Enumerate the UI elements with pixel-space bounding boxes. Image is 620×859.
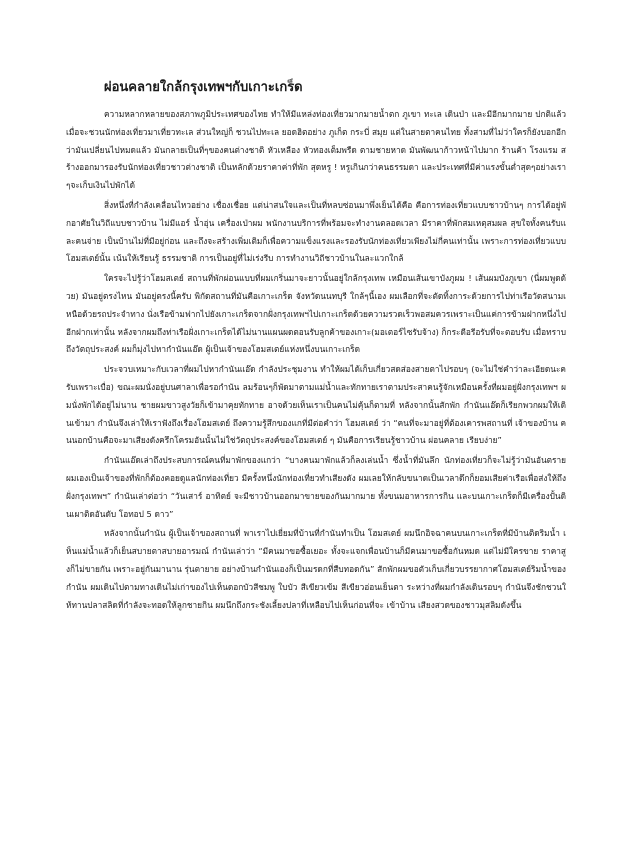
paragraph: หลังจากนั้นกำนัน ผู้เป็นเจ้าของสถานที่ พาเราไปเยี่ยมที่บ้านที่กำนันทำเป็น โฮมสเตย์ ผมนึกอิจฉาคนบนเกาะเกร็ดที่มีบ้านติดริมน้ำ เห็นแม่น้ำแล้วก็เย็นสบายตาสบายอารมณ์ กำนันเล่าว่า “มีคนมาขอซื้อเยอะ ทั้งจะแจกเพื่อนบ้านก็มีคนมาขอซื้อกันหมด แต่ไม่มีใครขาย ราคาสูงก็ไม่ขายกัน เพราะอยู่กันมานาน รุ่นตายาย อย่างบ้านกำนันเองก็เป็นมรดกที่สืบทอดกัน” สักพักผมขอตัวเก็บเกี่ยวบรรยากาศโฮมสเตย์ริมน้ำของกำนัน ผมเดินไปตามทางเดินไม่เก่าของไปเห็นดอกบัวสีชมพู ใบบัว สีเขียวเข้ม สีเขียวอ่อนเย็นตา ระหว่างที่ผมกำลังเดินรอบๆ กำนันจึงชักชวนให้ทานปลาสลิดที่กำลังจะทอดให้ลูกชายกิน ผมนึกถึงกระชังเลี้ยงปลาที่เหลือบไปเห็นก่อนที่จะ เข้าบ้าน เสียงสวดของชาวมุสลิมดังขึ้น	[66, 528, 566, 610]
document-title: ผ่อนคลายใกล้กรุงเทพฯกับเกาะเกร็ด	[104, 80, 303, 95]
paragraph: ความหลากหลายของสภาพภูมิประเทศของไทย ทำให้มีแหล่งท่องเที่ยวมากมายน้ำตก ภูเขา ทะเล เดินป่า และมีอีกมากมาย ปกติแล้วเมื่อจะชวนนักท่องเที่ยวมาเที่ยวทะเล ส่วนใหญ่ก็ ชวนไปทะเล ยอดฮิตอย่าง ภูเก็ต กระบี่ สมุย แต่ในสายตาคนไทย ทั้งสามที่ไม่ว่าใครก็ยังบอกอีกว่ามันเปลี่ยนไปหมดแล้ว มันกลายเป็นที่ๆของคนต่างชาติ หัวเหลือง หัวทองเต็มพรืด ตามชายหาด มันพัฒนาก้าวหน้าไปมาก ร้านค้า โรงแรม สร้างออกมารองรับนักท่องเที่ยวชาวต่างชาติ เป็นหลักด้วยราคาค่าที่พัก สุดหรู ! หรูเกินกว่าคนธรรมดา และประเทศที่มีค่าแรงขั้นต่ำสุดๆอย่างเราๆจะเก็บเงินไปพักได้	[66, 109, 566, 191]
paragraph: สิ่งหนึ่งที่กำลังเคลื่อนไหวอย่าง เชื่องเชื่อย แต่น่าสนใจและเป็นที่หลบซ่อนมาพึ่งเย็นได้คือ คือการท่องเที่ยวแบบชาวบ้านๆ การได้อยู่พักอาศัยในวิถีแบบชาวบ้าน ไม่มีแอร์ น้ำอุ่น เครื่องเป่าผม พนักงานบริการที่พร้อมจะทำงานตลอดเวลา มีราคาที่พักสมเหตุสมผล สุขใจทั้งคนรับและคนจ่าย เป็นบ้านไม่ที่มีอยู่ก่อน และถึงจะสร้างเพิ่มเติมก็เพื่อความแข็งแรงและรองรับนักท่องเที่ยวเพียงไม่กี่คนเท่านั้น เพราะการท่องเที่ยวแบบโฮมสเตย์นั้น เน้นให้เรียนรู้ ธรรมชาติ การเป็นอยู่ที่ไม่เร่งรีบ การทำงานวิถีชาวบ้านในละแวกใกล้	[66, 199, 566, 264]
paragraph: กำนันแอ๊ดเล่าถึงประสบการณ์คนที่มาพักของแกว่า “บางคนมาพักแล้วก็ลงเล่นน้ำ ซึ่งน้ำที่มันลึก นักท่องเที่ยวก็จะไม่รู้ว่ามันอันตราย ผมเองเป็นเจ้าของที่พักก็ต้องคอยดูแลนักท่องเที่ยว มีครั้งหนึ่งนักท่องเที่ยวทำเสียงดัง ผมเลยให้กลับขนาดเป็นเวลาดึกก็ยอมเสียค่าเรือเพื่อส่งให้ถึงฝั่งกรุงเทพฯ” กำนันเล่าต่อว่า “วันเสาร์ อาทิตย์ จะมีชาวบ้านออกมาขายของกันมากมาย ทั้งขนมอาหารการกิน และบนเกาะเกร็ดก็มีเครื่องปั้นดินเผาติดอันดับ โอทอป 5 ดาว”	[66, 455, 566, 519]
paragraph: ใครจะไปรู้ว่าโฮมสเตย์ สถานที่พักผ่อนแบบที่ผมเกริ่นมาจะยาวนั้นอยู่ใกล้กรุงเทพ เหมือนเส้นเขาบังภูผม ! เส้นผมบังภูเขา (นี่ผมพูดด้วย) มันอยู่ตรงไหน มันอยู่ตรงนี้ครับ พิกัดสถานที่มันคือเกาะเกร็ด จังหวัดนนทบุรี ใกล้ๆนี้เอง ผมเลือกที่จะตัดทิ้งการะด้วยการไปท่าเรือวัดสนามเหนือด้วยรถประจำทาง นั่งเรือข้ามฟากไปยังเกาะเกร็ดจากฝั่งกรุงเทพฯไปเกาะเกร็ดด้วยความรวดเร็วพอสมควรเพราะเป็นแค่การข้ามฝากหนึ่งไปอีกฝากเท่านั้น หลังจากผมถึงท่าเรือฝั่งเกาะเกร็ดได้ไม่นานแผนผดตอนรับลูกค้าของเกาะ(มอเตอร์ไซรับจ้าง) ก็กระดีอรีอรับที่จะตอบรับ เมื่อทราบถึงวัตถุประสงค์ ผมก็มุ่งไปหากำนันแอ๊ด ผู้เป็นเจ้าของโฮมสเตย์แห่งหนึ่งบนเกาะเกร็ด	[66, 273, 566, 355]
paragraph: ประจวบเหมาะกับเวลาที่ผมไปหากำนันแอ๊ด กำลังประชุมงาน ทำให้ผมได้เก็บเกี่ยวสดส่องสายตาไปรอบๆ (จะไม่ใช่คำว่าละเอียดนะครับเพราะเบื่อ) ขณะผมนั่งอยู่บนศาลาเพื่อรอกำนัน ลมร้อนๆก็พัดมาตามแม่น้ำและทักทายเราตามประสาคนรู้จักเหมือนครั้งที่ผมอยู่ฝั่งกรุงเทพฯ ผมนั่งพักได้อยู่ไม่นาน ชายผมขาวสูงวัยก็เข้ามาคุยทักทาย อาจด้วยเห็นเราเป็นคนไม่คุ้นก็ตามที่ หลังจากนั้นสักพัก กำนันแอ๊ดก็เรียกพวกผมให้เดินเข้ามา กำนันจึงเล่าให้เราฟังถึงเรื่องโฮมสเตย์ ถึงความรู้สึกของแกที่มีต่อคำว่า โฮมสเตย์ ว่า “คนที่จะมาอยู่ที่ต้องเคารพสถานที่ เจ้าของบ้าน คนนอกบ้านคือจะมาเสียงดังครึกโครมอันนั้นไม่ใช่วัตถุประสงค์ของโฮมสเตย์ ๆ มันคือการเรียนรู้ชาวบ้าน ผ่อนคลาย เรียบง่าย”	[66, 364, 566, 446]
document-body	[66, 106, 566, 616]
